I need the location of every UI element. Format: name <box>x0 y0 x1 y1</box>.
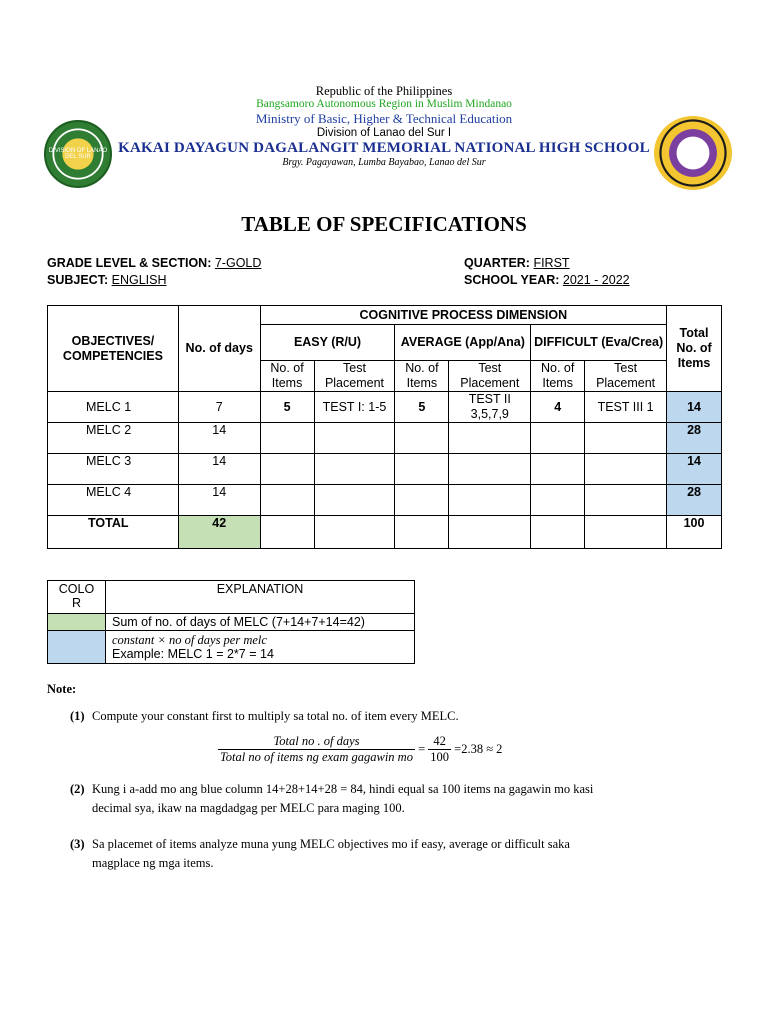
legend-blue-swatch <box>48 631 106 664</box>
subject-line <box>47 273 167 287</box>
quarter-value: FIRST <box>533 256 570 270</box>
header-division: Division of Lanao del Sur I <box>316 126 452 139</box>
total-row <box>48 516 722 549</box>
easy-placement <box>314 423 395 454</box>
easy-placement <box>314 485 395 516</box>
document-header <box>0 84 768 169</box>
note-2-line-2: decimal sya, ikaw na magdadgag per MELC para maging 100. <box>92 800 405 815</box>
sub-average-placement: Test Placement <box>449 361 531 392</box>
total-items: 100 <box>667 516 722 549</box>
header-days: No. of days <box>178 306 260 392</box>
note-3-line-1: Sa placemet of items analyze muna yung MELC objectives mo if easy, average or difficult saka <box>92 837 570 851</box>
formula-value-fraction <box>428 734 451 765</box>
average-items <box>395 423 449 454</box>
legend-green-swatch <box>48 614 106 631</box>
legend-blue-example: Example: MELC 1 = 2*7 = 14 <box>112 647 274 662</box>
sub-difficult-items: No. of Items <box>531 361 585 392</box>
melc-days: 14 <box>178 454 260 485</box>
legend-green-text: Sum of no. of days of MELC (7+14+7+14=42) <box>106 614 415 631</box>
difficult-placement: TEST III 1 <box>585 392 667 423</box>
average-placement <box>449 423 531 454</box>
difficult-items <box>531 454 585 485</box>
grade-value: 7-GOLD <box>214 256 262 270</box>
formula-equals: = <box>418 742 426 756</box>
difficult-items: 4 <box>531 392 585 423</box>
note-3-line-2: magplace ng mga items. <box>92 855 214 870</box>
subject-value: ENGLISH <box>111 273 167 287</box>
empty-cell <box>395 516 449 549</box>
constant-formula <box>218 734 502 765</box>
easy-items <box>260 485 314 516</box>
legend-blue-text <box>106 631 415 664</box>
color-legend-table <box>47 580 415 664</box>
melc-name: MELC 2 <box>48 423 179 454</box>
empty-cell <box>531 516 585 549</box>
grade-level-line <box>47 256 261 270</box>
formula-result: =2.38 ≈ 2 <box>454 742 503 756</box>
formula-numerator: Total no . of days <box>218 734 415 750</box>
sub-easy-placement: Test Placement <box>314 361 395 392</box>
difficult-items <box>531 423 585 454</box>
sub-average-items: No. of Items <box>395 361 449 392</box>
sub-easy-items: No. of Items <box>260 361 314 392</box>
sub-difficult-placement: Test Placement <box>585 361 667 392</box>
school-year-label: SCHOOL YEAR: <box>464 273 560 287</box>
header-difficult: DIFFICULT (Eva/Crea) <box>531 325 667 361</box>
specifications-table <box>47 305 722 549</box>
header-average: AVERAGE (App/Ana) <box>395 325 531 361</box>
easy-items: 5 <box>260 392 314 423</box>
average-placement: TEST II 3,5,7,9 <box>449 392 531 423</box>
easy-items <box>260 423 314 454</box>
easy-placement: TEST I: 1-5 <box>314 392 395 423</box>
total-items-cell: 28 <box>667 423 722 454</box>
table-row <box>48 392 722 423</box>
difficult-placement <box>585 423 667 454</box>
table-row <box>48 485 722 516</box>
formula-denominator: Total no of items ng exam gagawin mo <box>220 750 413 764</box>
school-year-line <box>464 273 630 287</box>
document-title: TABLE OF SPECIFICATIONS <box>241 212 527 236</box>
average-placement <box>449 485 531 516</box>
empty-cell <box>314 516 395 549</box>
melc-days: 14 <box>178 423 260 454</box>
table-row <box>48 423 722 454</box>
school-year-value: 2021 - 2022 <box>562 273 630 287</box>
total-days: 42 <box>178 516 260 549</box>
header-region: Bangsamoro Autonomous Region in Muslim Mindanao <box>256 98 512 111</box>
quarter-label: QUARTER: <box>464 256 530 270</box>
total-label: TOTAL <box>48 516 179 549</box>
note-1 <box>70 707 720 726</box>
quarter-line <box>464 256 570 270</box>
note-title: Note: <box>47 682 77 696</box>
note-3 <box>70 835 720 873</box>
easy-items <box>260 454 314 485</box>
melc-days: 7 <box>178 392 260 423</box>
melc-days: 14 <box>178 485 260 516</box>
subject-label: SUBJECT: <box>47 273 109 287</box>
note-1-text: Compute your constant first to multiply sa total no. of item every MELC. <box>92 709 459 723</box>
empty-cell <box>260 516 314 549</box>
note-2-line-1: Kung i a-add mo ang blue column 14+28+14+28 = 84, hindi equal sa 100 items na gagawin mo kasi <box>92 782 594 796</box>
melc-name: MELC 4 <box>48 485 179 516</box>
legend-header-color: COLO R <box>48 581 106 614</box>
empty-cell <box>449 516 531 549</box>
formula-value-numerator: 42 <box>428 734 451 750</box>
average-items: 5 <box>395 392 449 423</box>
table-row <box>48 454 722 485</box>
melc-name: MELC 3 <box>48 454 179 485</box>
total-items-cell: 14 <box>667 454 722 485</box>
total-items-cell: 14 <box>667 392 722 423</box>
header-republic: Republic of the Philippines <box>315 84 453 98</box>
header-address: Brgy. Pagayawan, Lumba Bayabao, Lanao del Sur <box>282 157 486 168</box>
melc-name: MELC 1 <box>48 392 179 423</box>
formula-value-denominator: 100 <box>430 750 450 764</box>
header-school-name: KAKAI DAYAGUN DAGALANGIT MEMORIAL NATIONAL HIGH SCHOOL <box>118 139 650 156</box>
note-3-number: (3) <box>70 837 85 851</box>
header-objectives: OBJECTIVES/ COMPETENCIES <box>48 306 179 392</box>
note-2-number: (2) <box>70 782 85 796</box>
formula-fraction <box>218 734 415 765</box>
note-2 <box>70 780 720 818</box>
easy-placement <box>314 454 395 485</box>
difficult-placement <box>585 485 667 516</box>
header-cognitive-process: COGNITIVE PROCESS DIMENSION <box>260 306 666 325</box>
average-items <box>395 485 449 516</box>
header-ministry: Ministry of Basic, Higher & Technical Education <box>255 110 513 126</box>
seal-text: DIVISION OF LANAO DEL SUR <box>48 148 108 160</box>
difficult-placement <box>585 454 667 485</box>
header-easy: EASY (R/U) <box>260 325 395 361</box>
average-placement <box>449 454 531 485</box>
header-total-items: Total No. of Items <box>667 306 722 392</box>
legend-blue-formula: constant × no of days per melc <box>112 633 267 647</box>
note-1-number: (1) <box>70 709 85 723</box>
total-items-cell: 28 <box>667 485 722 516</box>
average-items <box>395 454 449 485</box>
legend-header-explanation: EXPLANATION <box>106 581 415 614</box>
grade-label: GRADE LEVEL & SECTION: <box>47 256 212 270</box>
difficult-items <box>531 485 585 516</box>
empty-cell <box>585 516 667 549</box>
